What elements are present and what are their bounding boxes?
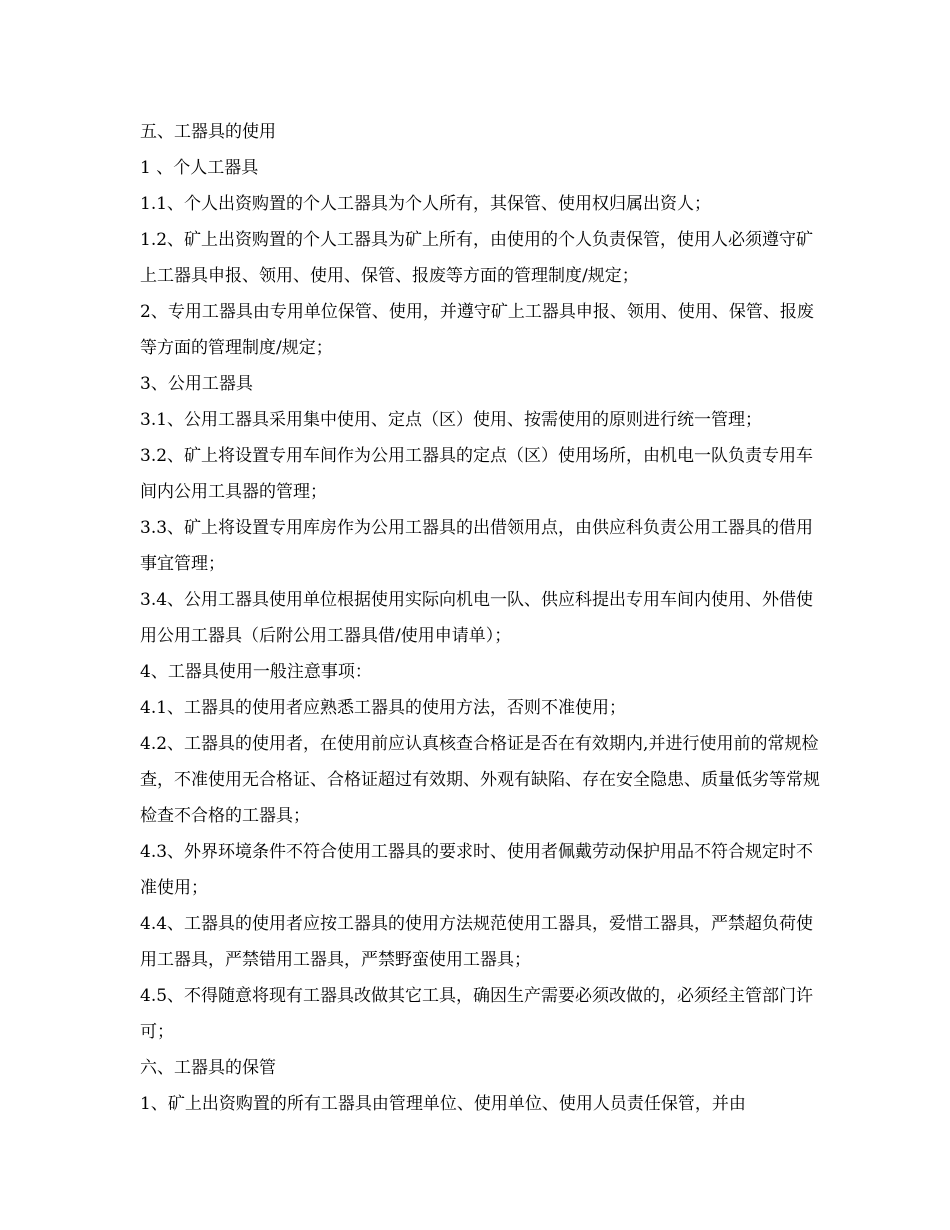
- subsection-heading-general-notes: 4、工器具使用一般注意事项：: [140, 662, 372, 682]
- subsection-heading-personal-tools: 1 、个人工器具: [140, 158, 259, 178]
- paragraph-3-3: 3.3、矿上将设置专用库房作为公用工器具的出借领用点，由供应科负责公用工器具的借用事宜管理；: [140, 518, 814, 574]
- document-body: [140, 114, 820, 1122]
- subsection-heading-public-tools: 3、公用工器具: [140, 374, 253, 394]
- paragraph-3-2: 3.2、矿上将设置专用车间作为公用工器具的定点（区）使用场所，由机电一队负责专用车间内公用工具器的管理；: [140, 446, 814, 502]
- paragraph-3-4: 3.4、公用工器具使用单位根据使用实际向机电一队、供应科提出专用车间内使用、外借使用公用工器具（后附公用工器具借/使用申请单）；: [140, 590, 814, 646]
- paragraph-4-4: 4.4、工器具的使用者应按工器具的使用方法规范使用工器具，爱惜工器具，严禁超负荷使用工器具，严禁错用工器具，严禁野蛮使用工器具；: [140, 914, 814, 970]
- paragraph-1-1: 1.1、个人出资购置的个人工器具为个人所有，其保管、使用权归属出资人；: [140, 194, 712, 214]
- section-heading-tool-use: 五、工器具的使用: [140, 122, 276, 142]
- paragraph-4-3: 4.3、外界环境条件不符合使用工器具的要求时、使用者佩戴劳动保护用品不符合规定时不准使用；: [140, 842, 814, 898]
- paragraph-4-1: 4.1、工器具的使用者应熟悉工器具的使用方法，否则不准使用；: [140, 698, 627, 718]
- paragraph-1-2: 1.2、矿上出资购置的个人工器具为矿上所有，由使用的个人负责保管，使用人必须遵守矿上工器具申报、领用、使用、保管、报废等方面的管理制度/规定；: [140, 230, 814, 286]
- paragraph-4-5: 4.5、不得随意将现有工器具改做其它工具，确因生产需要必须改做的，必须经主管部门许可；: [140, 986, 814, 1042]
- paragraph-6-1: 1、矿上出资购置的所有工器具由管理单位、使用单位、使用人员责任保管，并由: [140, 1094, 746, 1114]
- section-heading-tool-storage: 六、工器具的保管: [140, 1058, 276, 1078]
- paragraph-3-1: 3.1、公用工器具采用集中使用、定点（区）使用、按需使用的原则进行统一管理；: [140, 410, 763, 430]
- paragraph-2: 2、专用工器具由专用单位保管、使用，并遵守矿上工器具申报、领用、使用、保管、报废等方面的管理制度/规定；: [140, 302, 814, 358]
- paragraph-4-2: 4.2、工器具的使用者，在使用前应认真核查合格证是否在有效期内,并进行使用前的常规检查，不准使用无合格证、合格证超过有效期、外观有缺陷、存在安全隐患、质量低劣等常规检查不合格的工器具；: [140, 734, 820, 826]
